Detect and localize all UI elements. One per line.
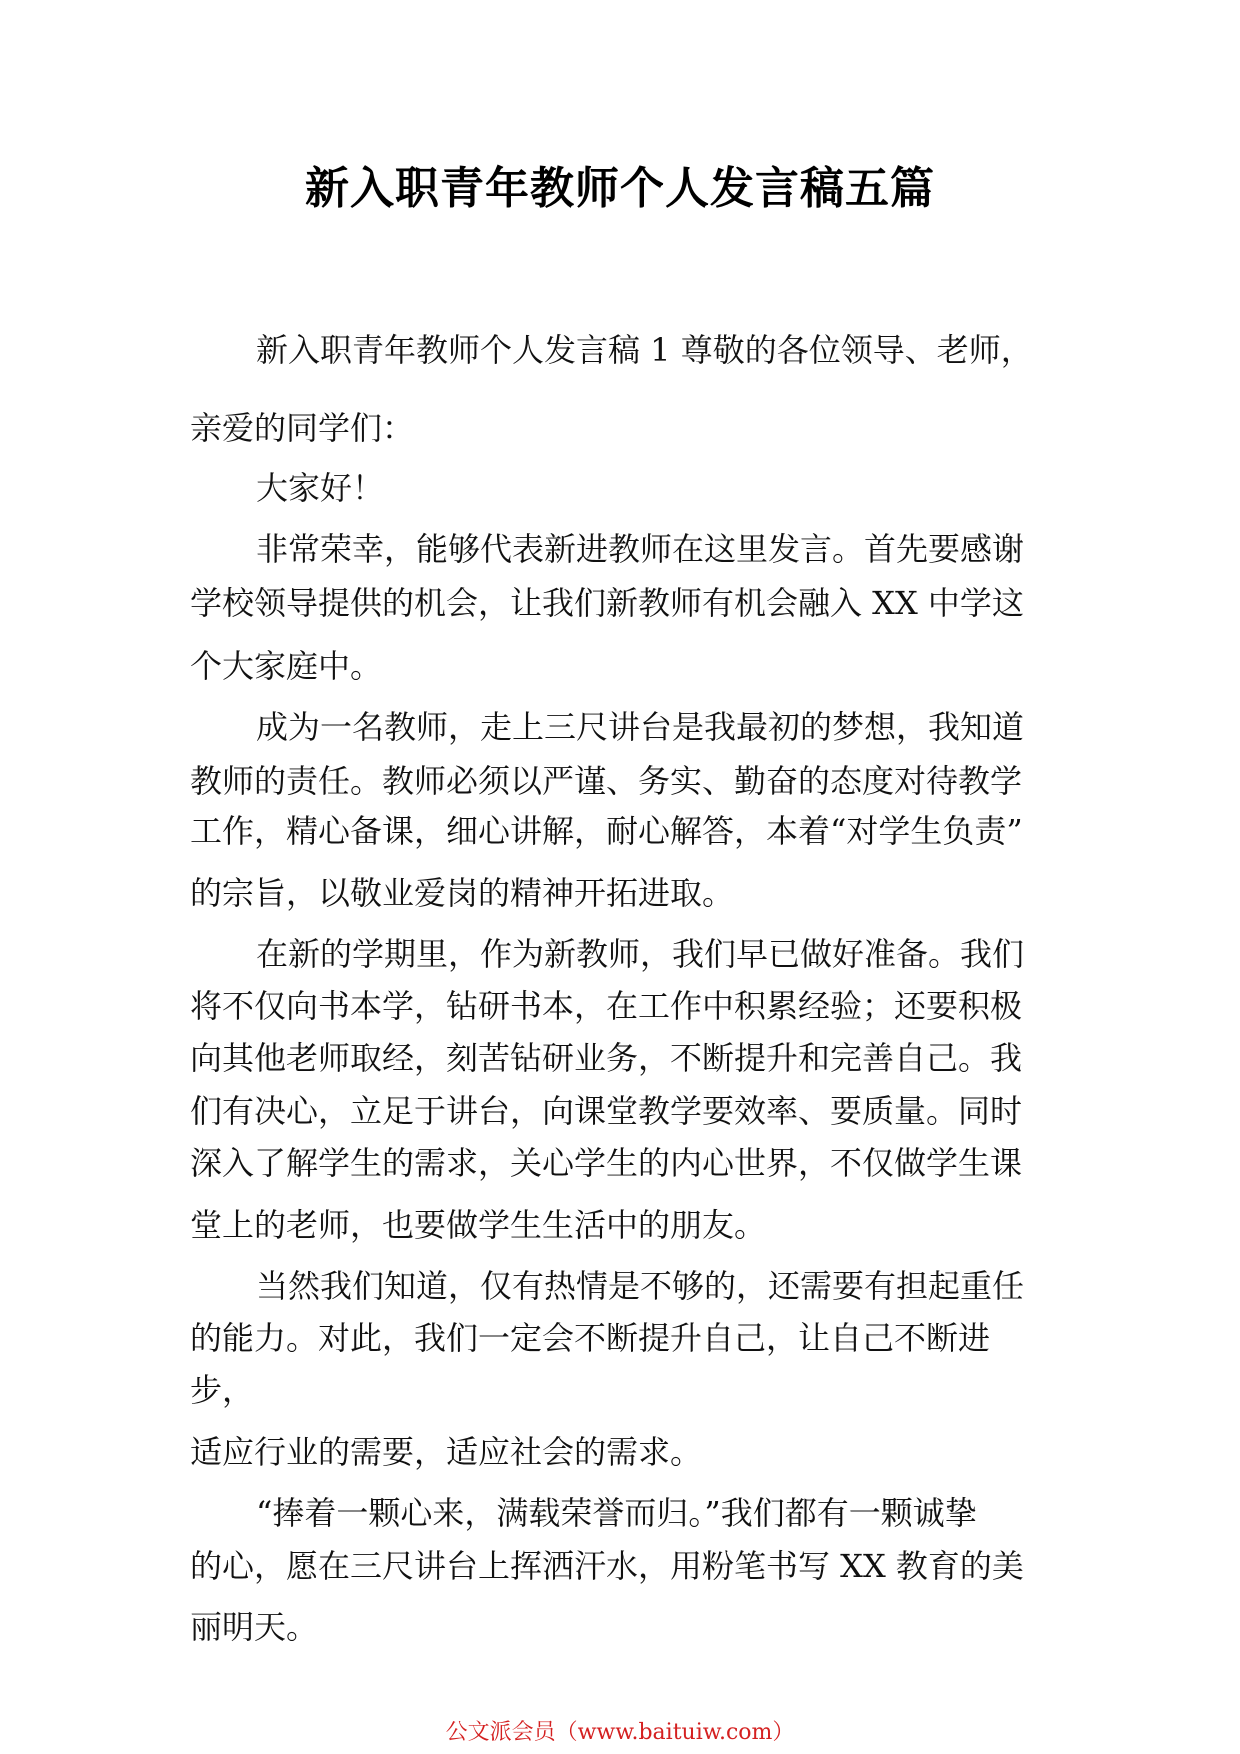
paragraph-line: 在新的学期里，作为新教师，我们早已做好准备。我们 (256, 935, 1025, 973)
paragraph-line: 亲爱的同学们： (190, 409, 415, 447)
paragraph-line: 深入了解学生的需求，关心学生的内心世界，不仅做学生课 (190, 1144, 1023, 1182)
paragraph-line: 个大家庭中。 (190, 647, 383, 685)
paragraph-line: 教师的责任。教师必须以严谨、务实、勤奋的态度对待教学 (190, 762, 1023, 800)
paragraph-line: 新入职青年教师个人发言稿 1 尊敬的各位领导、老师， (256, 331, 1033, 369)
paragraph-line: 的心，愿在三尺讲台上挥洒汗水，用粉笔书写 XX 教育的美 (190, 1547, 1024, 1585)
paragraph-line: 学校领导提供的机会，让我们新教师有机会融入 XX 中学这 (190, 584, 1024, 622)
paragraph-line: 的能力。对此，我们一定会不断提升自己，让自己不断进 (190, 1319, 991, 1357)
paragraph-line: 适应行业的需要，适应社会的需求。 (190, 1433, 703, 1471)
paragraph-line: 当然我们知道，仅有热情是不够的，还需要有担起重任 (256, 1267, 1025, 1305)
paragraph-line: 步， (190, 1371, 255, 1409)
paragraph-line: 丽明天。 (190, 1608, 319, 1646)
paragraph-line: 大家好！ (256, 469, 385, 507)
paragraph-line: 向其他老师取经，刻苦钻研业务，不断提升和完善自己。我 (190, 1039, 1023, 1077)
paragraph-line: 工作，精心备课，细心讲解，耐心解答，本着“对学生负责” (190, 812, 1023, 850)
paragraph-line: 非常荣幸，能够代表新进教师在这里发言。首先要感谢 (256, 530, 1025, 568)
paragraph-line: 们有决心，立足于讲台，向课堂教学要效率、要质量。同时 (190, 1092, 1023, 1130)
paragraph-line: “捧着一颗心来，满载荣誉而归。”我们都有一颗诚挚 (256, 1494, 977, 1532)
paragraph-line: 将不仅向书本学，钻研书本，在工作中积累经验；还要积极 (190, 987, 1023, 1025)
paragraph-line: 成为一名教师，走上三尺讲台是我最初的梦想，我知道 (256, 708, 1025, 746)
footer-watermark: 公文派会员（www.baituiw.com） (445, 1720, 795, 1745)
paragraph-line: 的宗旨，以敬业爱岗的精神开拓进取。 (190, 874, 735, 912)
document-title: 新入职青年教师个人发言稿五篇 (305, 163, 935, 214)
paragraph-line: 堂上的老师，也要做学生生活中的朋友。 (190, 1206, 767, 1244)
